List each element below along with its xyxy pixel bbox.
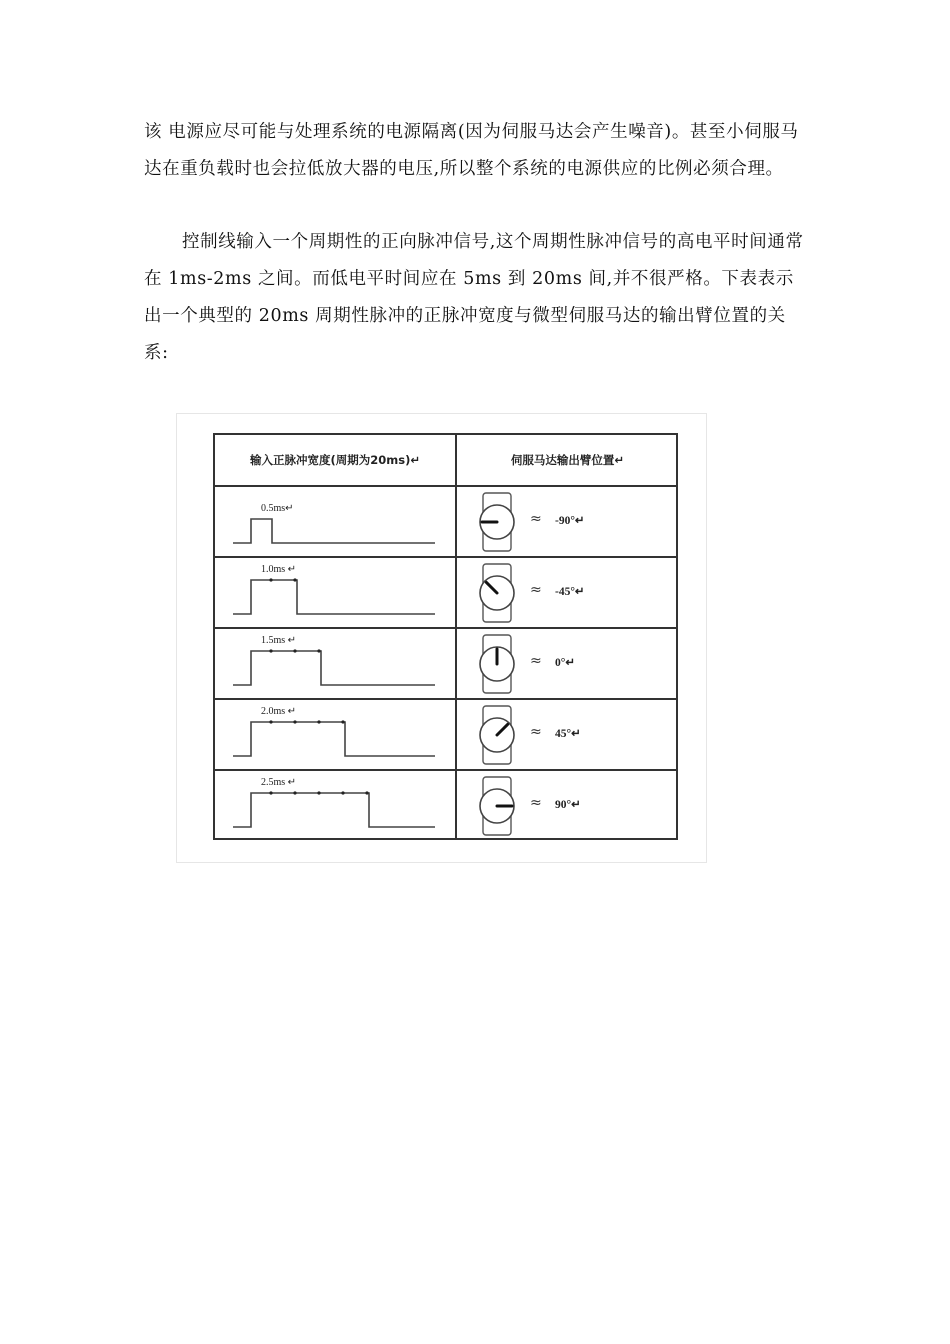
pulse-tick	[269, 578, 272, 581]
arm-angle-label: -45°↵	[555, 586, 585, 598]
pulse-line	[233, 793, 435, 827]
pulse-width-label: 2.0ms ↵	[261, 706, 297, 717]
servo-dial-icon	[469, 700, 529, 770]
servo-dial-icon	[469, 487, 529, 557]
pulse-tick	[365, 791, 368, 794]
pulse-line	[233, 651, 435, 685]
arm-angle-label: -90°↵	[555, 515, 585, 527]
approx-symbol: ≈	[530, 724, 542, 740]
pulse-tick	[269, 649, 272, 652]
header-pulse-width: 输入正脉冲宽度(周期为20ms)↵	[250, 453, 420, 467]
pulse-tick	[293, 578, 296, 581]
pulse-width-label: 1.5ms ↵	[261, 635, 297, 646]
pulse-tick	[317, 791, 320, 794]
pulse-tick	[317, 649, 320, 652]
pulse-waveform	[215, 629, 455, 699]
pulse-line	[233, 722, 435, 756]
pulse-tick	[269, 791, 272, 794]
paragraph-power-supply: 该 电源应尽可能与处理系统的电源隔离(因为伺服马达会产生噪音)。甚至小伺服马达在重负载时也会拉低放大器的电压,所以整个系统的电源供应的比例必须合理。	[144, 122, 799, 179]
pulse-line	[233, 580, 435, 614]
arm-angle-label: 90°↵	[555, 799, 581, 811]
pulse-position-table	[213, 433, 678, 840]
approx-symbol: ≈	[530, 582, 542, 598]
pulse-line	[233, 519, 435, 543]
approx-symbol: ≈	[530, 511, 542, 527]
arm-position-cell	[457, 771, 678, 841]
pulse-width-label: 0.5ms↵	[261, 503, 294, 514]
arm-position-cell	[457, 487, 678, 557]
pulse-waveform	[215, 700, 455, 770]
pulse-waveform	[215, 487, 455, 557]
pulse-tick	[317, 720, 320, 723]
pulse-cell	[215, 629, 455, 699]
pulse-tick	[269, 720, 272, 723]
pulse-cell	[215, 558, 455, 628]
pulse-tick	[341, 720, 344, 723]
servo-dial-icon	[469, 771, 529, 841]
arm-angle-label: 45°↵	[555, 728, 581, 740]
pulse-tick	[293, 720, 296, 723]
pulse-width-figure	[176, 413, 707, 863]
pulse-waveform	[215, 558, 455, 628]
pulse-width-label: 1.0ms ↵	[261, 564, 297, 575]
servo-dial-icon	[469, 629, 529, 699]
arm-position-cell	[457, 700, 678, 770]
pulse-waveform	[215, 771, 455, 841]
pulse-cell	[215, 771, 455, 841]
pulse-tick	[341, 791, 344, 794]
pulse-cell	[215, 487, 455, 557]
arm-position-cell	[457, 558, 678, 628]
pulse-tick	[293, 791, 296, 794]
paragraph-control-pulse: 控制线输入一个周期性的正向脉冲信号,这个周期性脉冲信号的高电平时间通常在 1ms-2ms 之间。而低电平时间应在 5ms 到 20ms 间,并不很严格。下表表示出一个典型的 20ms 周期性脉冲的正脉冲宽度与微型伺服马达的输出臂位置的关系:	[144, 232, 804, 363]
pulse-width-label: 2.5ms ↵	[261, 777, 297, 788]
pulse-tick	[293, 649, 296, 652]
servo-dial-icon	[469, 558, 529, 628]
approx-symbol: ≈	[530, 653, 542, 669]
approx-symbol: ≈	[530, 795, 542, 811]
header-arm-position: 伺服马达输出臂位置↵	[510, 453, 625, 467]
arm-angle-label: 0°↵	[555, 657, 575, 669]
pulse-cell	[215, 700, 455, 770]
arm-position-cell	[457, 629, 678, 699]
